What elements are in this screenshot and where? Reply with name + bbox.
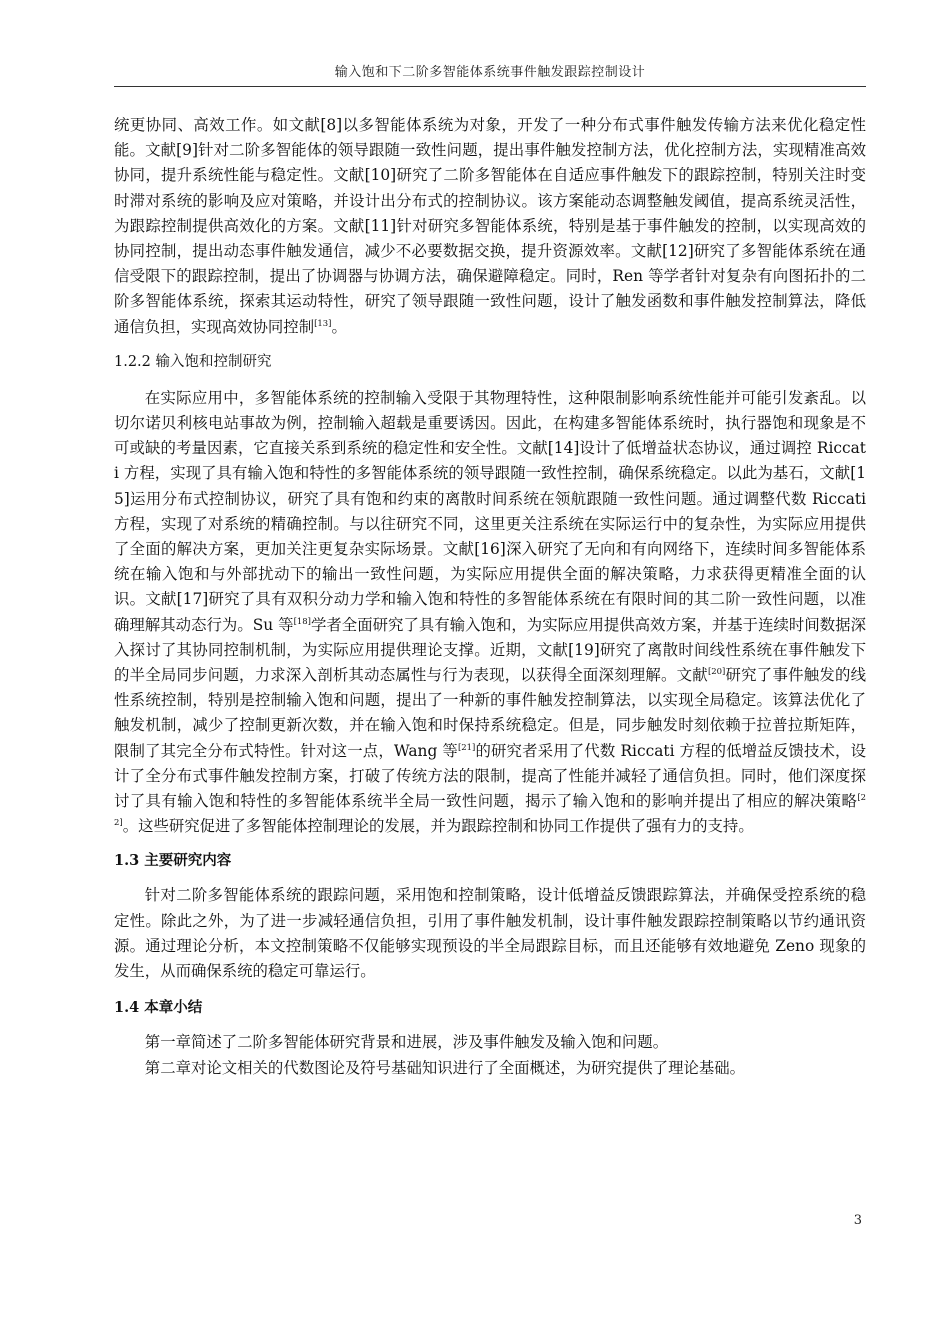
- page-body: [114, 113, 866, 1081]
- paragraph-chapter-two-summary: 第二章对论文相关的代数图论及符号基础知识进行了全面概述，为研究提供了理论基础。: [144, 1058, 746, 1077]
- citation-21: [21]: [457, 741, 476, 752]
- paragraph-research-content: 针对二阶多智能体系统的跟踪问题，采用饱和控制策略，设计低增益反馈跟踪算法，并确保受控系统的稳定性。除此之外，为了进一步减轻通信负担，引用了事件触发机制，设计事件触发跟踪控制策略以节约通讯资源。通过理论分析，本文控制策略不仅能够实现预设的半全局跟踪目标，而且还能够有效地避免 Zeno 现象的发生，从而确保系统的稳定可靠运行。: [114, 886, 866, 981]
- citation-22: [22]: [114, 791, 866, 828]
- paragraph-text: 的研究者采用了代数 Riccati 方程的低增益反馈技术，设计了全分布式事件触发控制方案，打破了传统方法的限制，提高了性能并减轻了通信负担。同时，他们深度探讨了具有输入饱和特性的多智能体系统半全局一致性问题，揭示了输入饱和的影响并提出了相应的解决策略: [114, 741, 866, 811]
- citation-20: [20]: [707, 665, 726, 676]
- page-number: 3: [853, 1213, 862, 1228]
- paragraph-text: 。这些研究促进了多智能体控制理论的发展，并为跟踪控制和协同工作提供了强有力的支持。: [122, 817, 754, 836]
- paragraph-input-saturation: [114, 386, 866, 840]
- paragraph-text: 在实际应用中，多智能体系统的控制输入受限于其物理特性，这种限制影响系统性能并可能引发紊乱。以切尔诺贝利核电站事故为例，控制输入超载是重要诱因。因此，在构建多智能体系统时，执行器饱和现象是不可或缺的考量因素，它直接关系到系统的稳定性和安全性。文献[14]设计了低增益状态协议，通过调控 Riccati 方程，实现了具有输入饱和特性的多智能体系统的领导跟随一致性控制，确保系统稳定。以此为基石，文献[15]运用分布式控制协议，研究了具有饱和约束的离散时间系统在领航跟随一致性问题。通过调整代数 Riccati 方程，实现了对系统的精确控制。与以往研究不同，这里更关注系统在实际运行中的复杂性，为实际应用提供了全面的解决方案，更加关注更复杂实际场景。文献[16]深入研究了无向和有向网络下，连续时间多智能体系统在输入饱和与外部扰动下的输出一致性问题，为实际应用提供全面的解决策略，力求获得更精准全面的认识。文献[17]研究了具有双积分动力学和输入饱和特性的多智能体系统在有限时间的其二阶一致性问题，以准确理解其动态行为。Su 等: [114, 388, 866, 634]
- section-heading-1-4: 1.4 本章小结: [114, 999, 203, 1017]
- citation-13: [13]: [314, 317, 332, 328]
- running-header: 输入饱和下二阶多智能体系统事件触发跟踪控制设计: [334, 65, 646, 80]
- section-heading-1-3: 1.3 主要研究内容: [114, 852, 232, 870]
- paragraph-chapter-one-summary: 第一章简述了二阶多智能体研究背景和进展，涉及事件触发及输入饱和问题。: [144, 1033, 669, 1052]
- paragraph-literature-event-triggered: [114, 113, 866, 340]
- header-rule: [114, 86, 866, 87]
- paragraph-text-end: 。: [331, 317, 347, 336]
- paragraph-text: 研究了事件触发的线性系统控制，特别是控制输入饱和问题，提出了一种新的事件触发控制算法，以实现全局稳定。该算法优化了触发机制，减少了控制更新次数，并在输入饱和时保持系统稳定。但是，同步触发时刻依赖于拉普拉斯矩阵，限制了其完全分布式特性。针对这一点，Wang 等: [114, 666, 866, 760]
- section-heading-1-2-2: 1.2.2 输入饱和控制研究: [114, 353, 272, 370]
- citation-18: [18]: [293, 615, 311, 626]
- paragraph-text: 学者全面研究了具有输入饱和，为实际应用提供高效方案，并基于连续时间数据深入探讨了其协同控制机制，为实际应用提供理论支撑。近期，文献[19]研究了离散时间线性系统在事件触发下的半全局同步问题，力求深入剖析其动态属性与行为表现，以获得全面深刻理解。文献: [114, 615, 866, 685]
- paragraph-text: 统更协同、高效工作。如文献[8]以多智能体系统为对象，开发了一种分布式事件触发传输方法来优化稳定性能。文献[9]针对二阶多智能体的领导跟随一致性问题，提出事件触发控制方法，优化控制方法，实现精准高效协同，提升系统性能与稳定性。文献[10]研究了二阶多智能体在自适应事件触发下的跟踪控制，特别关注时变时滞对系统的影响及应对策略，并设计出分布式的控制协议。该方案能动态调整触发阈值，提高系统灵活性，为跟踪控制提供高效化的方案。文献[11]针对研究多智能体系统，特别是基于事件触发的控制，以实现高效的协同控制，提出动态事件触发通信，减少不必要数据交换，提升资源效率。文献[12]研究了多智能体系统在通信受限下的跟踪控制，提出了协调器与协调方法，确保避障稳定。同时，Ren 等学者针对复杂有向图拓扑的二阶多智能体系统，探索其运动特性，研究了领导跟随一致性问题，设计了触发函数和事件触发控制算法，降低通信负担，实现高效协同控制: [114, 116, 866, 336]
